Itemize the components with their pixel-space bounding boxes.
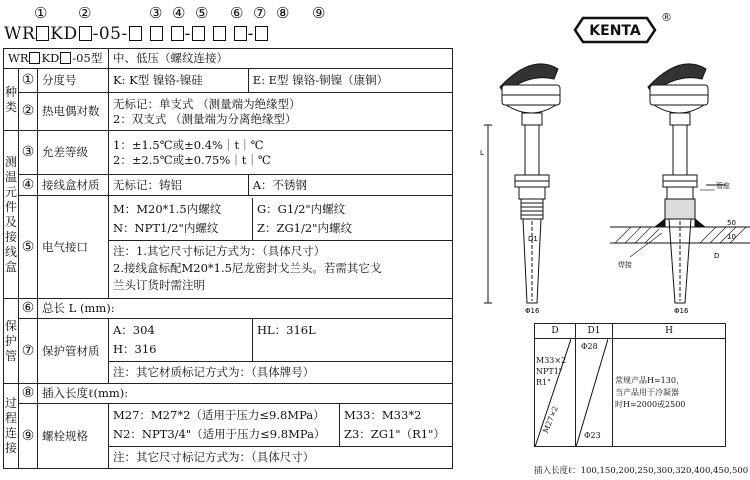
row-name: 电气接口 xyxy=(38,196,109,299)
row-num: ④ xyxy=(19,175,38,196)
model-05: -05- xyxy=(92,24,128,44)
code-box xyxy=(255,26,268,41)
label-phi16-left: Φ16 xyxy=(525,307,540,315)
dim-h-cell: 常规产品H=130， 当产品用于冷凝器 时H=2000或2500 xyxy=(613,339,726,447)
row-num: ① xyxy=(19,69,38,93)
pos-5: ⑤ xyxy=(195,4,209,22)
pos-9: ⑨ xyxy=(312,4,326,22)
svg-text:KENTA: KENTA xyxy=(589,23,641,39)
pos-2: ② xyxy=(78,4,92,22)
dim-d1-cell: Φ28 Φ23 xyxy=(576,339,613,447)
model-code xyxy=(4,24,269,44)
cell: 1：±1.5℃或±0.4%｜t｜℃ 2：±2.5℃或±0.75%｜t｜℃ xyxy=(109,131,453,175)
dim-header-d1: D1 xyxy=(576,324,613,339)
pos-6: ⑥ xyxy=(230,4,244,22)
code-box xyxy=(36,26,49,41)
cell: 无标记：铸铝 xyxy=(109,175,249,196)
code-box xyxy=(79,26,92,41)
model-dash: - xyxy=(247,24,254,44)
code-box xyxy=(150,26,163,41)
group-protection: 保 护 管 xyxy=(4,299,19,384)
code-box xyxy=(171,26,184,41)
code-box xyxy=(192,26,205,41)
row-num: ⑨ xyxy=(19,404,38,469)
row-num: ⑤ xyxy=(19,196,38,299)
pos-1: ① xyxy=(34,4,48,22)
group-type: 种 类 xyxy=(4,69,19,131)
row-name: 保护管材质 xyxy=(38,319,109,384)
cell: A：304 H：316 HL：316L 注：其它材质标记方式为：（具体牌号） xyxy=(109,319,453,384)
row-name: 允差等级 xyxy=(38,131,109,175)
cell: K: K型 镍铬-镍硅 xyxy=(109,69,249,93)
assembly-left xyxy=(484,64,560,303)
group-process: 过 程 连 接 xyxy=(4,384,19,469)
row-name: 总长 L (mm): xyxy=(38,299,453,319)
cell: M27：M27*2（适用于压力≤9.8MPa） N2：NPT3/4"（适用于压力≤9.8MPa） M33：M33*2 Z3：ZG1"（R1"） 注：其它尺寸标记方式为：（具体尺寸） xyxy=(109,404,453,469)
label-phi16-right: Φ16 xyxy=(674,307,689,315)
row-name: 插入长度ℓ(mm): xyxy=(38,384,453,404)
label-l: L xyxy=(480,149,484,157)
dimension-table xyxy=(534,323,726,447)
row-num: ② xyxy=(19,93,38,131)
table-header-model: WR KD -05型 xyxy=(4,49,109,69)
code-box xyxy=(213,26,226,41)
label-d1: D1 xyxy=(528,235,538,243)
model-prefix: WR xyxy=(4,24,36,44)
code-box xyxy=(129,26,142,41)
table-header-desc: 中、低压（螺纹连接） xyxy=(109,49,453,69)
group-element: 测 温 元 件 及 接 线 盒 xyxy=(4,131,19,299)
registered-mark: ® xyxy=(661,11,672,24)
row-num: ⑦ xyxy=(19,319,38,384)
row-num: ③ xyxy=(19,131,38,175)
dim-header-h: H xyxy=(613,324,726,339)
cell: E: E型 镍铬-铜镍（康铜） xyxy=(248,69,452,93)
row-name: 热电偶对数 xyxy=(38,93,109,131)
row-name: 螺栓规格 xyxy=(38,404,109,469)
cell: A：不锈钢 xyxy=(248,175,452,196)
dim-d-cell: M33×2 NPT1" R1" M27×2 xyxy=(535,339,576,447)
label-tube: 管座 xyxy=(716,182,730,190)
row-num: ⑧ xyxy=(19,384,38,404)
model-kd: KD xyxy=(50,24,78,44)
row-name: 分度号 xyxy=(38,69,109,93)
label-dim10: 10 xyxy=(727,233,736,241)
code-box xyxy=(234,26,247,41)
pos-8: ⑧ xyxy=(276,4,290,22)
pos-4: ④ xyxy=(172,4,186,22)
dim-header-d: D xyxy=(535,324,576,339)
pos-3: ③ xyxy=(149,4,163,22)
cell: 无标记：单支式 （测量端为绝缘型） 2：双支式 （测量端为分离绝缘型） xyxy=(109,93,453,131)
pos-7: ⑦ xyxy=(253,4,267,22)
kenta-logo xyxy=(567,15,663,45)
label-dim50: 50 xyxy=(727,219,736,227)
label-d: D xyxy=(714,252,720,260)
model-dash: - xyxy=(184,24,191,44)
row-num: ⑥ xyxy=(19,299,38,319)
label-weld: 焊接 xyxy=(618,261,632,269)
insertion-length-note: 插入长度ℓ：100,150,200,250,300,320,400,450,500 xyxy=(534,466,749,476)
thermocouple-drawing xyxy=(470,45,750,320)
row-name: 接线盒材质 xyxy=(38,175,109,196)
cell: M：M20*1.5内螺纹 N：NPT1/2"内螺纹 G：G1/2"内螺纹 Z：ZG1/2"内螺纹 注：1.其它尺寸标记方式为：（具体尺寸） 2.接线盒标配M20*1.5尼龙密封戈兰头。若需其它戈 兰头订货时需注明 xyxy=(109,196,453,299)
spec-table xyxy=(3,48,453,469)
